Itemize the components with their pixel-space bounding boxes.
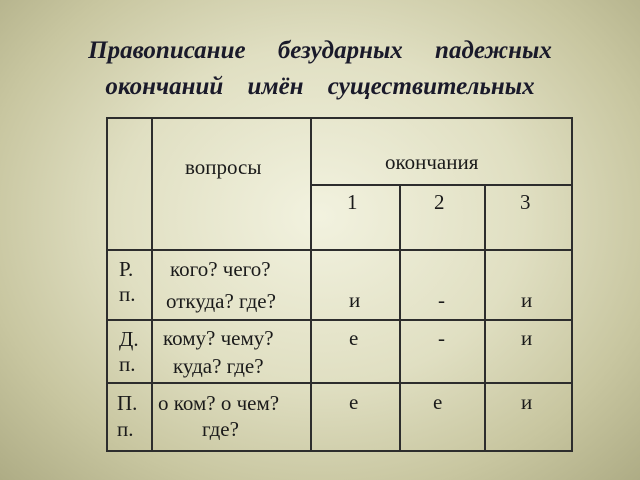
ending-cell	[400, 383, 485, 451]
case-abbrev: Д.	[119, 327, 139, 351]
ending-value: -	[438, 288, 445, 312]
case-abbrev: Р.	[119, 257, 134, 281]
ending-value: и	[349, 288, 361, 312]
question-cell	[152, 320, 311, 383]
ending-value: и	[521, 288, 533, 312]
case-abbrev-suffix: п.	[119, 352, 136, 376]
question-cell	[152, 250, 311, 320]
case-cell	[107, 383, 152, 451]
question-line-2: где?	[202, 417, 239, 441]
ending-cell	[311, 383, 400, 451]
declension-1: 1	[347, 190, 358, 214]
ending-value: е	[433, 390, 443, 414]
title-line-1: Правописание безударных падежных	[88, 37, 552, 64]
declension-1-cell	[311, 185, 400, 250]
case-abbrev-suffix: п.	[117, 417, 134, 441]
header-questions: вопросы	[185, 155, 262, 179]
header-endings: окончания	[385, 150, 479, 174]
question-line-1: кому? чему?	[163, 326, 274, 350]
ending-value: и	[521, 326, 533, 350]
header-endings-cell	[311, 118, 572, 185]
question-line-1: о ком? о чем?	[158, 391, 280, 415]
ending-cell	[400, 320, 485, 383]
table-row	[107, 250, 572, 320]
ending-cell	[485, 250, 572, 320]
case-cell	[107, 250, 152, 320]
ending-cell	[400, 250, 485, 320]
case-abbrev: П.	[117, 391, 138, 415]
table-row	[107, 320, 572, 383]
question-cell	[152, 383, 311, 451]
ending-cell	[485, 320, 572, 383]
case-abbrev-suffix: п.	[119, 282, 136, 306]
question-line-2: куда? где?	[173, 354, 264, 378]
case-endings-table	[106, 117, 573, 452]
declension-3-cell	[485, 185, 572, 250]
ending-value: е	[349, 326, 359, 350]
declension-2-cell	[400, 185, 485, 250]
question-line-2: откуда? где?	[166, 289, 276, 313]
table-row	[107, 383, 572, 451]
question-line-1: кого? чего?	[170, 257, 271, 281]
title-line-2: окончаний имён существительных	[105, 73, 535, 100]
ending-cell	[311, 250, 400, 320]
ending-cell	[485, 383, 572, 451]
ending-value: и	[521, 390, 533, 414]
ending-cell	[311, 320, 400, 383]
corner-cell	[107, 118, 152, 250]
declension-2: 2	[434, 190, 445, 214]
ending-value: е	[349, 390, 359, 414]
declension-3: 3	[520, 190, 531, 214]
case-cell	[107, 320, 152, 383]
ending-value: -	[438, 326, 445, 350]
header-questions-cell	[152, 118, 311, 250]
